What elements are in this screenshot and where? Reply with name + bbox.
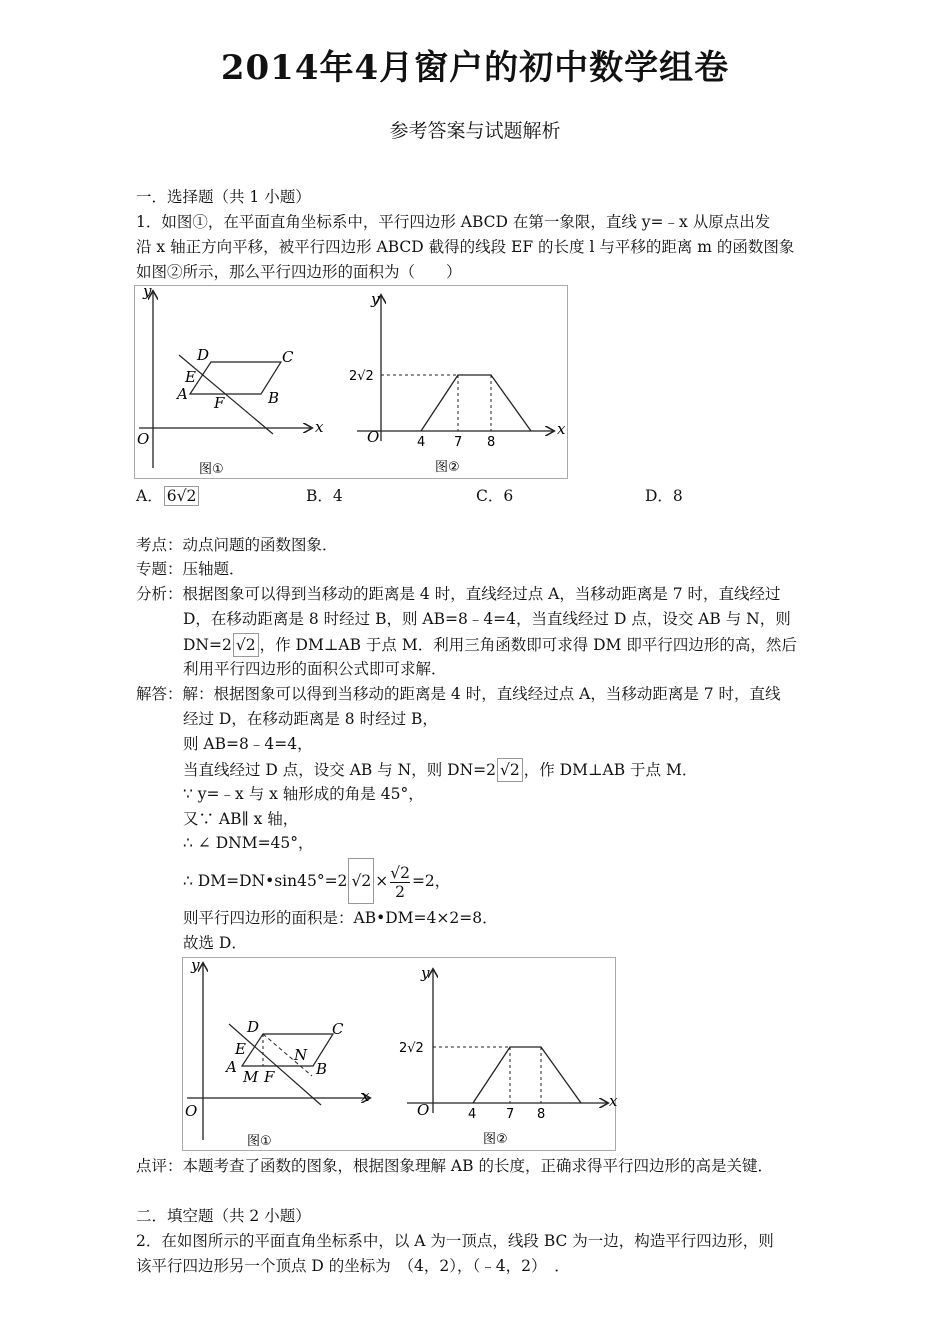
option-a-label: A． <box>136 487 163 505</box>
option-c: C．6 <box>476 487 514 505</box>
fig3-label-n: N <box>294 1046 308 1064</box>
fig3-label-b: B <box>316 1060 328 1078</box>
fig3-label-e: E <box>235 1040 246 1058</box>
jieda-line1: 解答：解：根据图象可以得到当移动的距离是 4 时，直线经过点 A，当移动距离是 7 时，直线 <box>136 685 781 703</box>
fig1-label-c: C <box>282 348 294 366</box>
kaodian: 考点：动点问题的函数图象． <box>136 536 338 554</box>
fenxi-dn: DN=2 <box>183 636 232 654</box>
option-a-value: 6√2 <box>164 486 200 506</box>
jieda-l4-b: ，作 DM⊥AB 于点 M． <box>523 761 698 779</box>
fig4-peak-label: 2√2 <box>399 1041 424 1056</box>
fig1-label-a: A <box>177 385 188 403</box>
q2-line2-end: ． <box>538 1257 570 1275</box>
jieda-line6: 又∵ AB∥ x 轴， <box>183 810 299 828</box>
fig4-origin-label: O <box>417 1101 430 1119</box>
jieda-line10: 故选 D． <box>183 934 247 952</box>
jieda-l8-times: × <box>375 872 389 890</box>
jieda-line2: 经过 D，在移动距离是 8 时经过 B， <box>183 710 438 728</box>
fig1-caption: 图① <box>199 462 224 477</box>
section1-heading: 一．选择题（共 1 小题） <box>136 188 311 206</box>
fenxi-sqrt: √2 <box>233 633 259 657</box>
section2-heading: 二．填空题（共 2 小题） <box>136 1207 311 1225</box>
fenxi-line4: 利用平行四边形的面积公式即可求解． <box>183 660 447 678</box>
fraction-denominator: 2 <box>395 882 405 901</box>
jieda-l4-sqrt: √2 <box>497 758 523 782</box>
fraction-numerator: √2 <box>390 863 410 882</box>
jieda-l4-a: 当直线经过 D 点，设交 AB 与 N，则 DN=2 <box>183 761 496 779</box>
fig3-label-d: D <box>247 1018 260 1036</box>
option-a <box>136 484 200 506</box>
q2-line2 <box>136 1255 570 1277</box>
question-figure <box>134 282 568 479</box>
jieda-l8-a: ∴ DM=DN•sin45°=2 <box>183 872 348 890</box>
fig1-label-d: D <box>197 346 210 364</box>
jieda-l8-fraction <box>390 864 410 901</box>
fig3-caption: 图① <box>247 1134 272 1149</box>
fig2-caption: 图② <box>435 460 460 475</box>
fig3-label-a: A <box>226 1058 237 1076</box>
fig1-origin-label: O <box>137 430 150 448</box>
jieda-line7: ∴ ∠ DNM=45°， <box>183 834 314 852</box>
jieda-line8 <box>183 858 450 904</box>
fig1-label-e: E <box>185 368 196 386</box>
fig3-label-c: C <box>332 1020 344 1038</box>
fig4-tick-4: 4 <box>468 1107 477 1122</box>
page-title: 2014年4月窗户的初中数学组卷 <box>220 48 730 88</box>
solution-figure <box>182 957 616 1151</box>
fig4-tick-8: 8 <box>537 1107 546 1122</box>
fig1-y-label: y <box>143 282 152 300</box>
solution-figure-svg <box>183 956 618 1150</box>
fig1-label-b: B <box>268 389 280 407</box>
jieda-line3: 则 AB=8﹣4=4， <box>183 735 313 753</box>
fig2-peak-label: 2√2 <box>349 369 374 384</box>
option-b: B．4 <box>306 487 343 505</box>
q1-line1: 1．如图①，在平面直角坐标系中，平行四边形 ABCD 在第一象限，直线 y=﹣x 从原点出发 <box>136 213 771 231</box>
q1-line2: 沿 x 轴正方向平移，被平行四边形 ABCD 截得的线段 EF 的长度 l 与平移的距离 m 的函数图象 <box>136 238 795 256</box>
q2-line1: 2．在如图所示的平面直角坐标系中，以 A 为一顶点，线段 BC 为一边，构造平行四边形，则 <box>136 1232 774 1250</box>
fig2-x-label: x <box>557 420 566 438</box>
jieda-line4 <box>183 758 697 782</box>
fig3-label-m: M <box>243 1068 259 1086</box>
q2-line2-text: 该平行四边形另一个顶点 D 的坐标为 <box>136 1257 407 1275</box>
fig2-tick-4: 4 <box>417 435 426 450</box>
fig3-x-label: x <box>361 1087 370 1105</box>
jieda-l8-b: =2， <box>411 872 451 890</box>
question-figure-svg <box>135 282 567 478</box>
fenxi-line3 <box>183 633 797 657</box>
fig2-trapezoid-graph <box>421 375 531 431</box>
fig4-caption: 图② <box>483 1132 508 1147</box>
fig1-x-label: x <box>315 418 324 436</box>
fig4-x-label: x <box>609 1092 618 1110</box>
fig2-origin-label: O <box>367 428 380 446</box>
option-d: D．8 <box>645 487 683 505</box>
fig2-tick-7: 7 <box>454 435 463 450</box>
fig3-origin-label: O <box>185 1102 198 1120</box>
jieda-line5: ∵ y=﹣x 与 x 轴形成的角是 45°， <box>183 785 424 803</box>
fig4-y-label: y <box>421 964 430 982</box>
fig2-tick-8: 8 <box>487 435 496 450</box>
jieda-line9: 则平行四边形的面积是：AB•DM=4×2=8． <box>183 909 498 927</box>
fenxi-line1: 分析：根据图象可以得到当移动的距离是 4 时，直线经过点 A，当移动距离是 7 时，直线经过 <box>136 585 781 603</box>
fig2-y-label: y <box>371 290 380 308</box>
q1-line3: 如图②所示，那么平行四边形的面积为（ ） <box>136 263 462 281</box>
fig1-label-f: F <box>214 394 225 412</box>
fig4-tick-7: 7 <box>506 1107 515 1122</box>
q2-answer: （4，2），（﹣4，2） <box>406 1257 539 1275</box>
zhuanti: 专题：压轴题． <box>136 560 245 578</box>
dianping: 点评：本题考查了函数的图象，根据图象理解 AB 的长度，正确求得平行四边形的高是关键． <box>136 1157 773 1175</box>
fenxi-rest: ，作 DM⊥AB 于点 M．利用三角函数即可求得 DM 即平行四边形的高，然后 <box>259 636 797 654</box>
jieda-l8-sqrt: √2 <box>348 858 374 904</box>
fig3-label-f: F <box>264 1068 275 1086</box>
fig3-y-label: y <box>191 956 200 974</box>
fenxi-line2: D，在移动距离是 8 时经过 B，则 AB=8﹣4=4，当直线经过 D 点，设交 AB 与 N，则 <box>183 610 791 628</box>
page-subtitle: 参考答案与试题解析 <box>389 120 561 142</box>
fig4-trapezoid-graph <box>473 1047 581 1103</box>
